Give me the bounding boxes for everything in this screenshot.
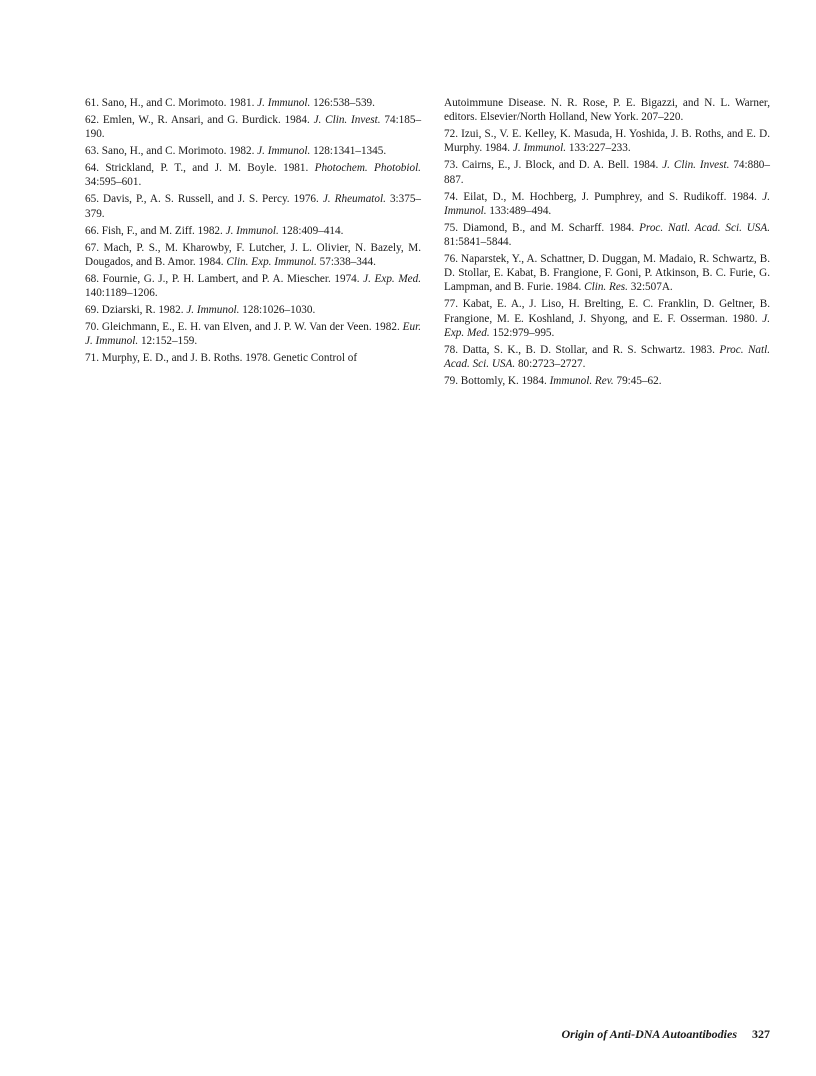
reference-journal: J. Immunol. — [257, 145, 311, 158]
reference-journal: Clin. Res. — [584, 281, 628, 294]
reference-journal: J. Exp. Med. — [363, 272, 422, 285]
reference-number: 74. — [444, 190, 458, 203]
reference-71-continuation: Autoimmune Disease. N. R. Rose, P. E. Bigazzi, and N. L. Warner, editors. Elsevier/North Holland, New York. 207–220. — [444, 97, 770, 124]
reference-journal: Eur. J. Immunol. — [85, 321, 422, 348]
reference-authors: Dziarski, R. 1982. — [101, 304, 184, 317]
reference-authors: Fournie, G. J., P. H. Lambert, and P. A. Miescher. 1974. — [102, 272, 360, 285]
reference-volume-pages: 133:489–494. — [489, 204, 552, 217]
reference-number: 67. — [85, 241, 99, 254]
reference-authors: Strickland, P. T., and J. M. Boyle. 1981. — [105, 162, 309, 175]
page-number: 327 — [752, 1027, 770, 1041]
reference-journal: J. Immunol. — [444, 190, 771, 217]
reference-authors: Datta, S. K., B. D. Stollar, and R. S. Schwartz. 1983. — [462, 343, 715, 356]
reference-item — [85, 113, 421, 141]
reference-authors: Cairns, E., J. Block, and D. A. Bell. 1984. — [461, 159, 659, 172]
reference-volume-pages: 12:152–159. — [140, 335, 198, 348]
reference-number: 71. — [85, 352, 99, 365]
reference-authors: Diamond, B., and M. Scharff. 1984. — [462, 221, 635, 234]
reference-number: 69. — [85, 304, 99, 317]
reference-number: 66. — [85, 224, 99, 237]
reference-journal: J. Immunol. — [225, 224, 279, 237]
reference-volume-pages: 128:409–414. — [281, 224, 344, 237]
reference-volume-pages: 126:538–539. — [313, 97, 375, 109]
reference-volume-pages: 128:1341–1345. — [313, 145, 387, 158]
reference-item — [85, 320, 421, 348]
reference-authors: Izui, S., V. E. Kelley, K. Masuda, H. Yoshida, J. B. Roths, and E. D. Murphy. 1984. — [444, 128, 770, 155]
page-footer — [520, 1027, 770, 1042]
reference-number: 64. — [85, 162, 99, 175]
reference-authors: Mach, P. S., M. Kharowby, F. Lutcher, J. L. Olivier, N. Bazely, M. Dougados, and B. Amor. 1984. — [85, 241, 421, 268]
reference-volume-pages: 128:1026–1030. — [242, 304, 316, 317]
reference-authors: Bottomly, K. 1984. — [460, 375, 547, 388]
reference-item — [85, 144, 421, 158]
reference-volume-pages: 133:227–233. — [568, 142, 631, 155]
reference-item — [444, 374, 770, 388]
reference-journal: J. Rheumatol. — [322, 193, 386, 206]
reference-number: 61. — [85, 97, 99, 109]
reference-authors: Gleichmann, E., E. H. van Elven, and J. P. W. Van der Veen. 1982. — [101, 321, 400, 334]
reference-number: 68. — [85, 272, 99, 285]
reference-item — [85, 351, 421, 365]
reference-item — [444, 190, 770, 218]
reference-authors: Naparstek, Y., A. Schattner, D. Duggan, M. Madaio, R. Schwartz, B. D. Stollar, E. Kabat, B. Frangione, F. Goni, P. Atkinson, B. C. Furie, G. Lampman, and B. Furie. 1984. — [444, 253, 770, 294]
reference-volume-pages: 81:5841–5844. — [444, 236, 512, 249]
reference-number: 72. — [444, 128, 458, 141]
reference-volume-pages: 140:1189–1206. — [85, 287, 158, 300]
reference-number: 77. — [444, 298, 458, 311]
reference-volume-pages: 3:375–379. — [85, 193, 422, 220]
reference-journal: Clin. Exp. Immunol. — [226, 255, 317, 268]
reference-item — [444, 158, 770, 186]
reference-journal: J. Immunol. — [257, 97, 311, 109]
reference-number: 73. — [444, 159, 458, 172]
reference-volume-pages: 74:880–887. — [444, 159, 770, 186]
reference-item — [85, 272, 421, 300]
right-reference-column — [444, 96, 770, 391]
reference-journal: J. Exp. Med. — [444, 312, 771, 339]
reference-number: 70. — [85, 321, 99, 334]
reference-authors: Eilat, D., M. Hochberg, J. Pumphrey, and S. Rudikoff. 1984. — [463, 190, 757, 203]
reference-volume-pages: 152:979–995. — [492, 326, 555, 339]
reference-item — [444, 297, 770, 340]
reference-item — [444, 221, 770, 249]
reference-journal: Photochem. Photobiol. — [314, 162, 421, 175]
reference-authors: Fish, F., and M. Ziff. 1982. — [101, 224, 223, 237]
reference-item — [85, 303, 421, 317]
reference-journal: J. Clin. Invest. — [313, 114, 381, 126]
reference-volume-pages: 32:507A. — [630, 281, 673, 294]
reference-journal: Proc. Natl. Acad. Sci. USA. — [639, 221, 771, 234]
reference-journal: Immunol. Rev. — [549, 375, 614, 388]
reference-number: 62. — [85, 114, 99, 126]
reference-item — [444, 252, 770, 295]
reference-volume-pages: 79:45–62. — [616, 375, 662, 388]
reference-journal: J. Immunol. — [512, 142, 567, 155]
reference-item — [444, 343, 770, 371]
running-title: Origin of Anti-DNA Autoantibodies — [561, 1027, 737, 1041]
reference-number: 75. — [444, 221, 458, 234]
reference-number: 78. — [444, 343, 458, 356]
reference-authors: Emlen, W., R. Ansari, and G. Burdick. 1984. — [102, 114, 310, 126]
left-reference-column — [85, 96, 421, 368]
reference-volume-pages: 74:185–190. — [85, 114, 422, 141]
reference-journal: J. Immunol. — [186, 304, 240, 317]
reference-number: 63. — [85, 145, 99, 158]
reference-item — [85, 241, 421, 269]
reference-volume-pages: 34:595–601. — [85, 176, 142, 189]
reference-authors: Sano, H., and C. Morimoto. 1982. — [101, 145, 255, 158]
reference-item — [85, 224, 421, 238]
reference-item — [85, 192, 421, 220]
reference-number: 65. — [85, 193, 99, 206]
reference-authors: Davis, P., A. S. Russell, and J. S. Percy. 1976. — [103, 193, 319, 206]
reference-volume-pages: 57:338–344. — [319, 255, 376, 268]
reference-authors: Sano, H., and C. Morimoto. 1981. — [101, 97, 255, 109]
reference-journal: J. Clin. Invest. — [662, 159, 730, 172]
reference-authors: Kabat, E. A., J. Liso, H. Brelting, E. C. Franklin, D. Geltner, B. Frangione, M. E. Koshland, J. Shyong, and E. F. Osserman. 1980. — [444, 298, 771, 325]
reference-number: 76. — [444, 253, 458, 266]
reference-authors: Murphy, E. D., and J. B. Roths. 1978. Genetic Control of — [101, 352, 358, 365]
reference-item — [85, 161, 421, 189]
reference-journal: Proc. Natl. Acad. Sci. USA. — [444, 343, 771, 371]
reference-number: 79. — [444, 375, 458, 388]
reference-volume-pages: 80:2723–2727. — [517, 358, 586, 371]
reference-item — [444, 127, 770, 155]
reference-item — [85, 96, 421, 110]
